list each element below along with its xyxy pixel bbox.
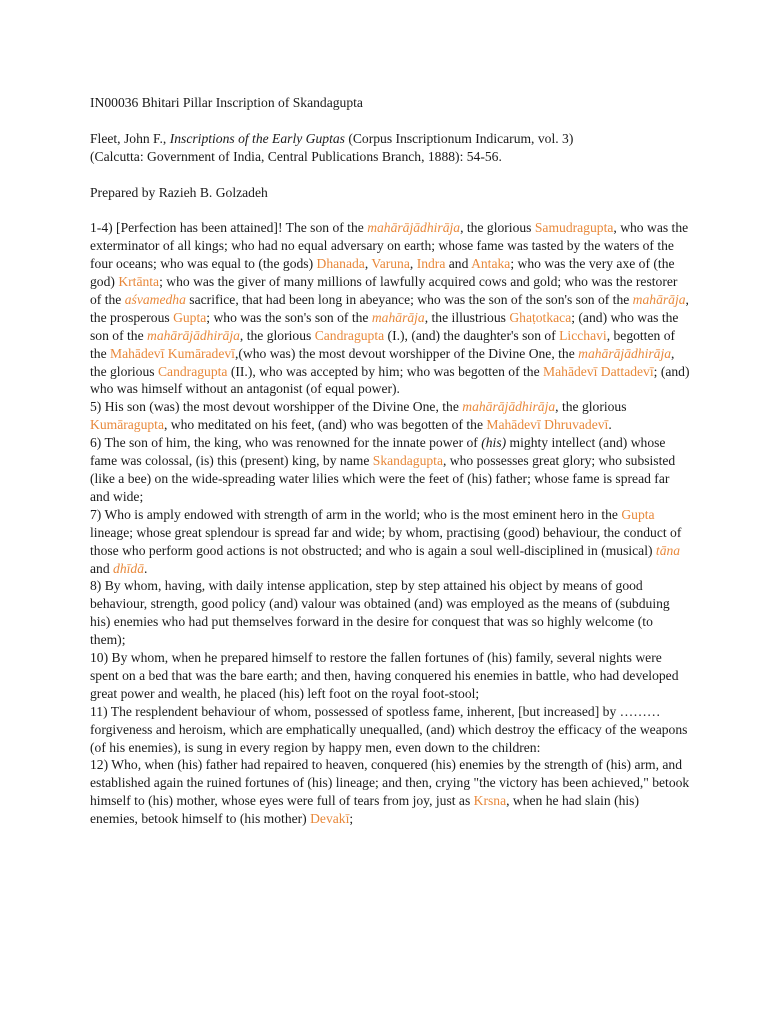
text-segment: ; (349, 811, 354, 827)
highlighted-term: mahārāja (632, 291, 686, 307)
italic-text: (his) (481, 435, 507, 451)
text-segment: 8) By whom, having, with daily intense application, step by step attained his object by means of good behaviour, strength, good policy (and) valour was obtained (and) was employed as the means of (subduing his) enemies who had put themselves forward in the desire for conquest that was so highly welcome (to them); (90, 578, 670, 648)
text-segment: 1-4) [Perfection has been attained]! The son of the (90, 220, 368, 236)
verse-paragraph-p5 (90, 398, 690, 434)
highlighted-term: Dhanada (316, 256, 365, 272)
highlighted-term: mahārājādhirāja (147, 327, 240, 343)
highlighted-term: mahārāja (371, 309, 425, 325)
text-segment: (I.), (and) the daughter's son of (384, 327, 560, 343)
text-segment: , the glorious (90, 345, 675, 379)
text-segment: ,(who was) the most devout worshipper of the Divine One, the (234, 345, 579, 361)
text-segment: , the prosperous (90, 291, 689, 325)
highlighted-term: Skandagupta (372, 453, 443, 469)
citation-series: (Corpus Inscriptionum Indicarum, vol. 3) (344, 130, 574, 146)
text-segment: sacrifice, that had been long in abeyance; who was the son of the son's son of the (185, 291, 633, 307)
text-segment: , who meditated on his feet, (and) who was begotten of the (163, 417, 487, 433)
verse-paragraph-p10 (90, 649, 690, 703)
text-segment: , the glorious (555, 399, 627, 415)
text-segment: and (90, 560, 114, 576)
text-segment: , begotten of the (90, 327, 676, 361)
document-title: IN00036 Bhitari Pillar Inscription of Skandagupta (90, 95, 363, 110)
highlighted-term: Devakī (310, 811, 350, 827)
highlighted-term: Mahādevī Dattadevī (543, 363, 654, 379)
text-segment: , (364, 256, 372, 272)
text-segment: , when he had slain (his) enemies, betook himself to (his mother) (90, 793, 639, 827)
spacer (90, 112, 690, 130)
text-segment: ; who was the son's son of the (206, 309, 372, 325)
highlighted-term: Indra (416, 256, 446, 272)
text-segment: 10) By whom, when he prepared himself to restore the fallen fortunes of (his) family, several nights were spent on a bed that was the bare earth; and then, having conquered his enemies in battle, who had developed great power and wealth, he placed (his) left foot on the royal foot-stool; (90, 650, 679, 701)
highlighted-term: Candragupta (314, 327, 385, 343)
text-segment: 12) Who, when (his) father had repaired to heaven, conquered (his) enemies by the strength of (his) arm, and established again the ruined fortunes of (his) lineage; and then, crying "the victory has been achieved," betook himself to (his) mother, whose eyes were full of tears from joy, just as (90, 757, 690, 809)
highlighted-term: Mahādevī Dhruvadevī (486, 417, 609, 433)
highlighted-term: Mahādevī Kumāradevī (110, 345, 235, 361)
text-segment: and (445, 256, 472, 272)
text-segment: mighty intellect (and) whose fame was colossal, (is) this (present) king, by name (90, 435, 666, 469)
text-segment: 6) The son of him, the king, who was renowned for the innate power of (90, 435, 482, 451)
highlighted-term: tāna (655, 542, 681, 558)
text-segment: 11) The resplendent behaviour of whom, possessed of spotless fame, inherent, [but increased] by ……… forgiveness and heroism, which are emphatically unequalled, (and) which destroy the efficacy of the weapons (of his enemies), is sung in every region by happy men, even down to the children: (90, 703, 688, 755)
verse-paragraph-p1 (90, 219, 690, 398)
highlighted-term: aśvamedha (124, 291, 186, 307)
highlighted-term: dhīdā (113, 560, 144, 576)
citation (90, 130, 690, 166)
text-segment: (II.), who was accepted by him; who was begotten of the (227, 363, 544, 379)
citation-publisher: (Calcutta: Government of India, Central Publications Branch, 1888): 54-56. (90, 148, 502, 164)
prepared-by: Prepared by Razieh B. Golzadeh (90, 184, 268, 200)
text-segment: , (409, 256, 417, 272)
highlighted-term: Ghaṭotkaca (509, 309, 572, 325)
text-segment: 5) His son (was) the most devout worshipper of the Divine One, the (90, 399, 463, 415)
text-segment: , the glorious (460, 220, 535, 236)
highlighted-term: Varuna (371, 256, 410, 272)
text-segment: , the glorious (239, 327, 315, 343)
highlighted-term: Gupta (173, 309, 207, 325)
document-body (90, 94, 690, 828)
spacer (90, 166, 690, 184)
highlighted-term: mahārājādhirāja (578, 345, 672, 361)
text-segment: . (608, 417, 612, 433)
highlighted-term: Krsna (473, 793, 507, 809)
highlighted-term: Licchavi (559, 327, 607, 343)
text-segment: . (144, 560, 148, 576)
verse-paragraph-p8 (90, 577, 690, 649)
citation-author: Fleet, John F., (90, 130, 170, 146)
highlighted-term: Krtānta (118, 274, 160, 290)
highlighted-term: Antaka (471, 256, 511, 272)
verse-paragraph-p12 (90, 756, 690, 828)
text-segment: ; (and) who was the son of the (90, 309, 679, 343)
verse-paragraph-p11 (90, 703, 690, 757)
highlighted-term: Kumāragupta (90, 417, 164, 433)
text-segment: ; who was the very axe of (the god) (90, 256, 675, 290)
highlighted-term: Candragupta (157, 363, 228, 379)
text-segment: ; (and) who was himself without an antagonist (of equal power). (90, 363, 690, 397)
highlighted-term: Samudragupta (534, 220, 614, 236)
text-segment: , who was the exterminator of all kings; who had no equal adversary on earth; whose fame was tasted by the waters of the four oceans; who was equal to (the gods) (90, 220, 689, 272)
text-segment: , the illustrious (424, 309, 510, 325)
highlighted-term: mahārājādhirāja (462, 399, 556, 415)
translation-paragraphs (90, 219, 690, 828)
verse-paragraph-p7 (90, 506, 690, 578)
text-segment: 7) Who is amply endowed with strength of arm in the world; who is the most eminent hero in the (90, 506, 622, 522)
highlighted-term: mahārājādhirāja (367, 220, 461, 236)
verse-paragraph-p6 (90, 434, 690, 506)
highlighted-term: Gupta (621, 506, 655, 522)
text-segment: , who possesses great glory; who subsisted (like a bee) on the wide-spreading water lilies which were the feet of (his) father; whose fame is spread far and wide; (90, 453, 676, 504)
text-segment: lineage; whose great splendour is spread far and wide; by whom, practising (good) behaviour, the conduct of those who perform good actions is not obstructed; and who is again a soul well-disciplined in (musical) (90, 524, 682, 558)
spacer (90, 201, 690, 219)
citation-book-title: Inscriptions of the Early Guptas (169, 130, 345, 146)
text-segment: ; who was the giver of many millions of lawfully acquired cows and gold; who was the restorer of the (90, 274, 678, 307)
